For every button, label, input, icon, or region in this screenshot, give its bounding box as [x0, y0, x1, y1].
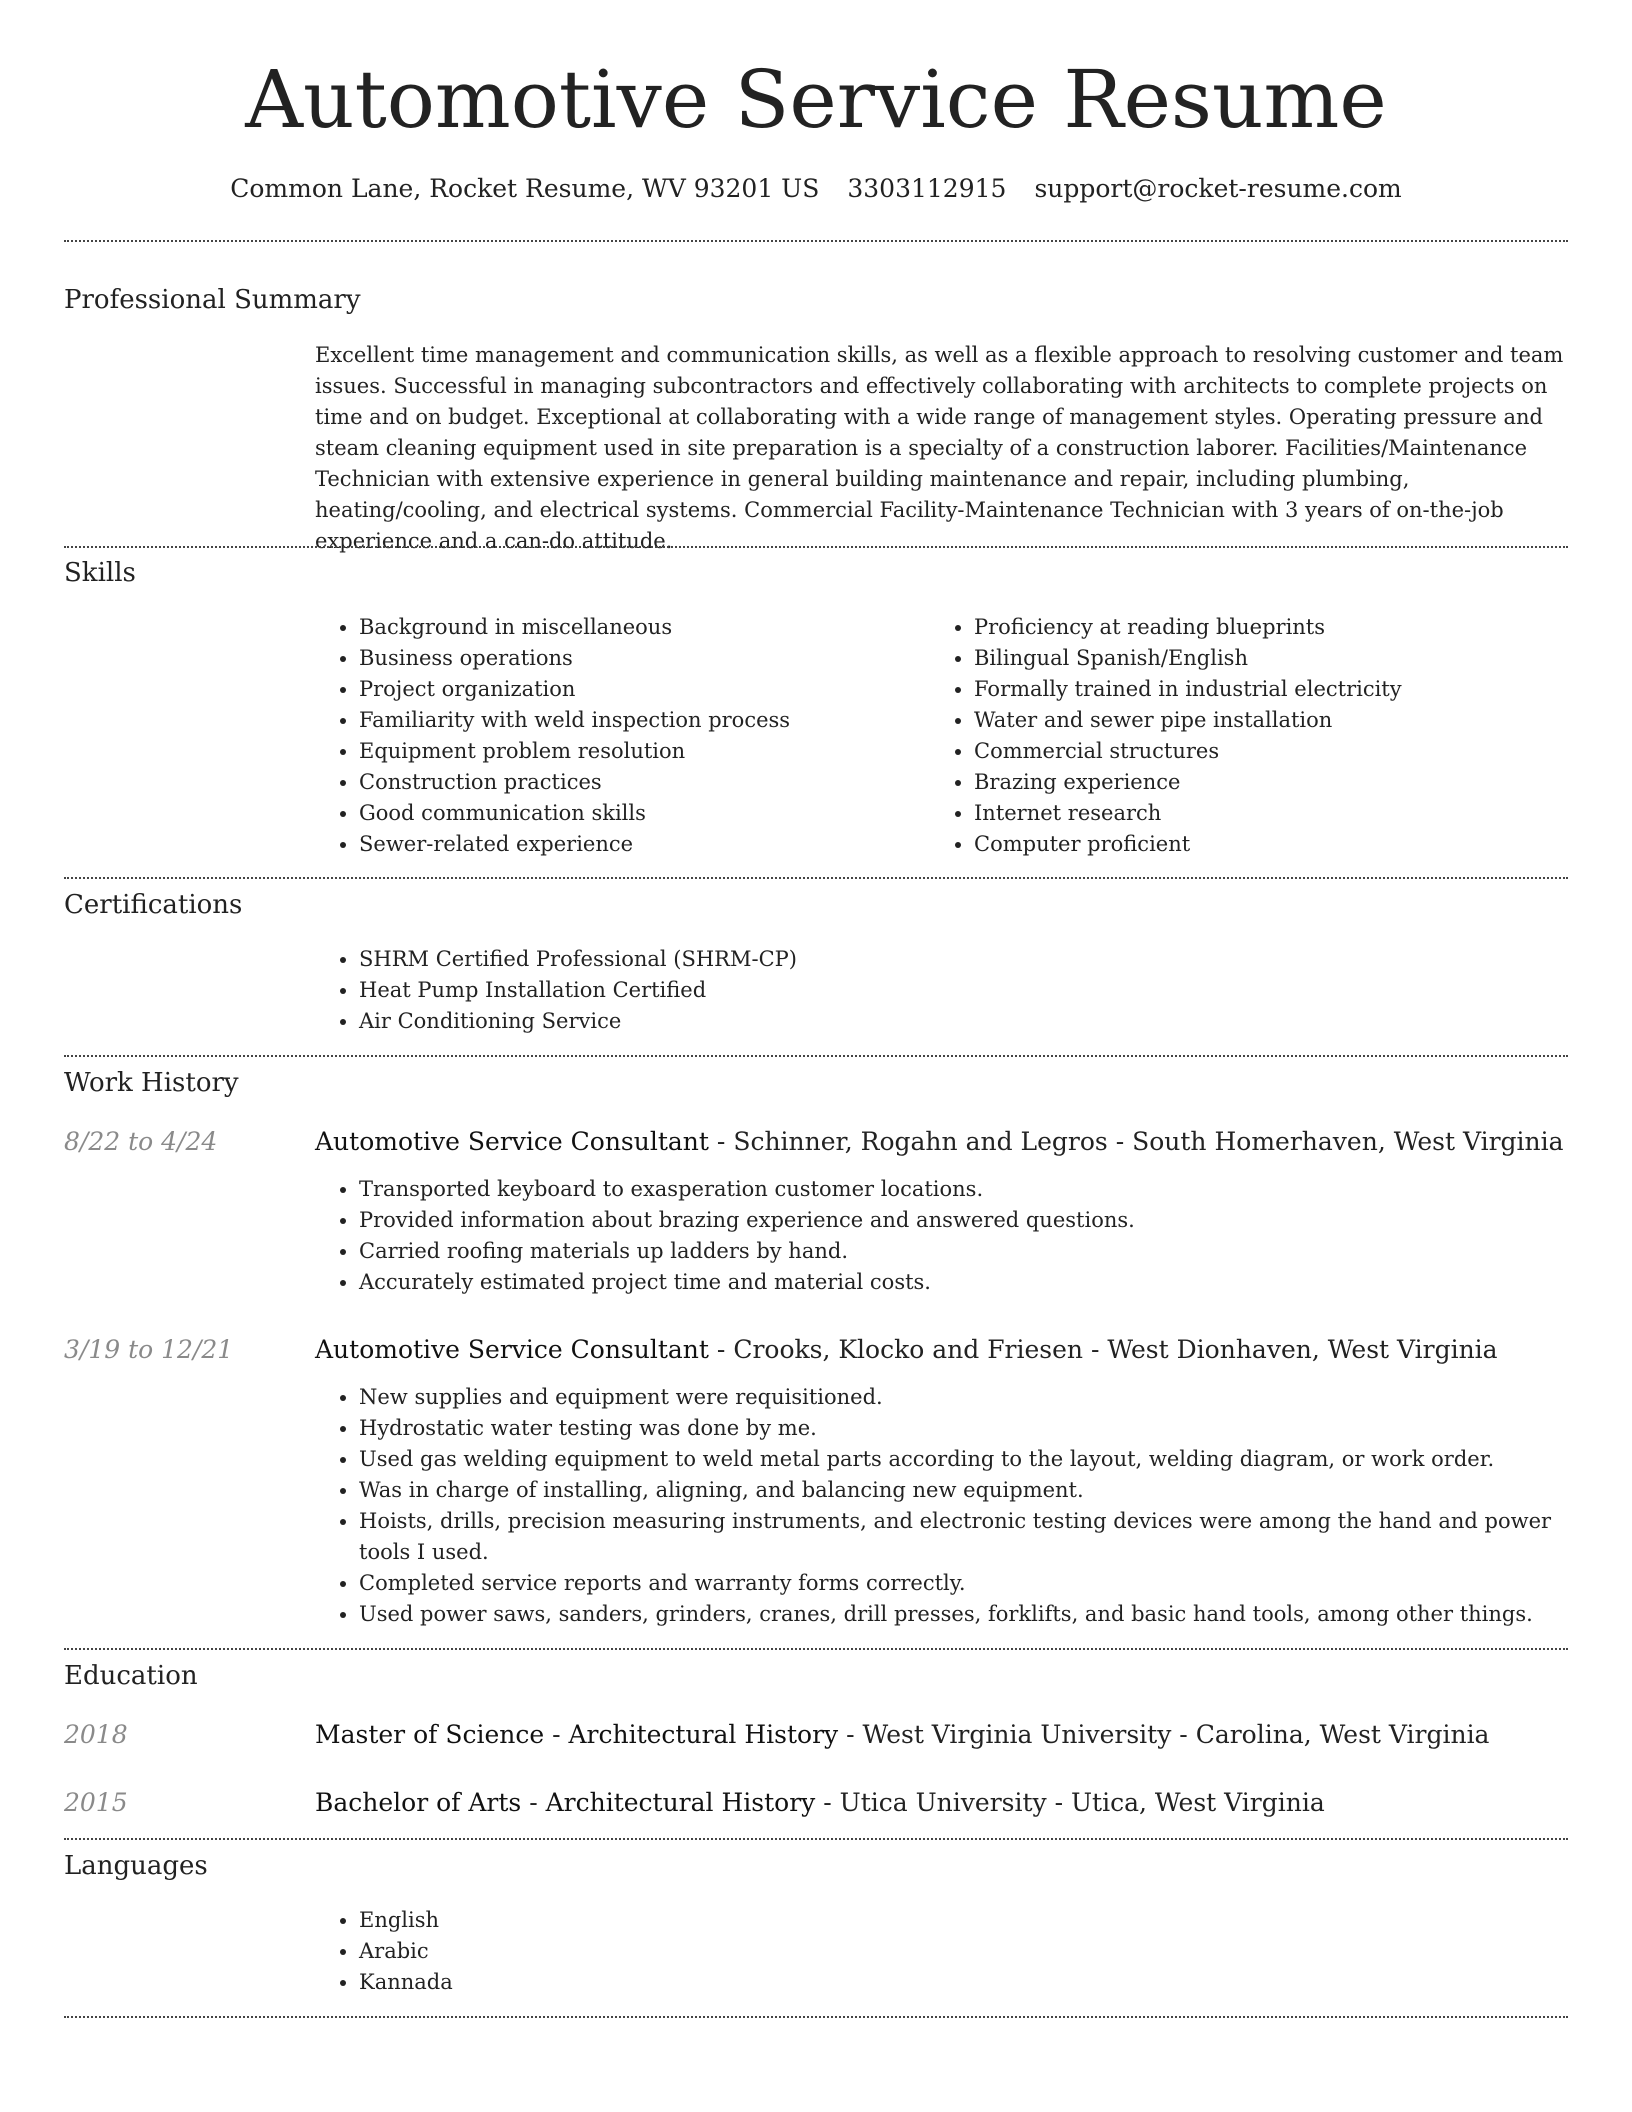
job-title: Automotive Service Consultant	[315, 1335, 709, 1364]
education-year: 2015	[64, 1788, 128, 1817]
certification-item: • Heat Pump Installation Certified	[359, 975, 1559, 1006]
language-item: • Arabic	[359, 1936, 959, 1967]
job-company: Schinner, Rogahn and Legros	[733, 1127, 1108, 1156]
skill-item: • Good communication skills	[359, 798, 919, 829]
contact-info	[0, 172, 1632, 206]
skills-list-right	[930, 612, 1574, 860]
language-item: • English	[359, 1905, 959, 1936]
skill-item: • Brazing experience	[974, 767, 1574, 798]
field-of-study: Architectural History	[568, 1720, 839, 1749]
address: Common Lane, Rocket Resume, WV 93201 US	[230, 174, 820, 203]
separator: -	[815, 1788, 840, 1817]
skill-item: • Proficiency at reading blueprints	[974, 612, 1574, 643]
skill-item: • Construction practices	[359, 767, 919, 798]
job-bullet: • Transported keyboard to exasperation customer locations.	[359, 1174, 1567, 1205]
section-heading-work-history: Work History	[64, 1068, 239, 1098]
school-location: Utica, West Virginia	[1070, 1788, 1325, 1817]
job-dates: 8/22 to 4/24	[64, 1127, 218, 1156]
divider	[64, 1838, 1568, 1840]
languages-list	[315, 1905, 959, 1998]
separator: -	[838, 1720, 863, 1749]
divider	[64, 240, 1568, 242]
job-bullet: • New supplies and equipment were requisitioned.	[359, 1382, 1567, 1413]
skill-item: • Familiarity with weld inspection process	[359, 705, 919, 736]
job-dates: 3/19 to 12/21	[64, 1335, 234, 1364]
job-bullet: • Provided information about brazing experience and answered questions.	[359, 1205, 1567, 1236]
divider	[64, 2016, 1568, 2018]
skill-item: • Project organization	[359, 674, 919, 705]
certification-item: • Air Conditioning Service	[359, 1006, 1559, 1037]
summary-text: Excellent time management and communication skills, as well as a flexible approach to resolving customer and team issues. Successful in managing subcontractors and effectively collaborating with architects to complete projects on time and on budget. Exceptional at collaborating with a wide range of management styles. Operating pressure and steam cleaning equipment used in site preparation is a specialty of a construction laborer. Facilities/Maintenance Technician with extensive experience in general building maintenance and repair, including plumbing, heating/cooling, and electrical systems. Commercial Facility-Maintenance Technician with 3 years of on-the-job experience and a can-do attitude.	[315, 343, 1564, 553]
skill-item: • Internet research	[974, 798, 1574, 829]
skill-item: • Sewer-related experience	[359, 829, 919, 860]
section-heading-certifications: Certifications	[64, 890, 243, 920]
job-location: South Homerhaven, West Virginia	[1132, 1127, 1564, 1156]
divider	[64, 1648, 1568, 1650]
school-location: Carolina, West Virginia	[1195, 1720, 1490, 1749]
separator: -	[708, 1127, 734, 1156]
school: Utica University	[839, 1788, 1047, 1817]
skill-item: • Business operations	[359, 643, 919, 674]
divider	[64, 1055, 1568, 1057]
separator: -	[521, 1788, 546, 1817]
separator: -	[1107, 1127, 1133, 1156]
job-bullet: • Hoists, drills, precision measuring instruments, and electronic testing devices were among the hand and power tools I used.	[359, 1506, 1567, 1568]
job-bullet: • Was in charge of installing, aligning, and balancing new equipment.	[359, 1475, 1567, 1506]
divider	[64, 546, 1568, 548]
skill-item: • Equipment problem resolution	[359, 736, 919, 767]
job-bullets	[315, 1382, 1567, 1630]
separator: -	[1171, 1720, 1196, 1749]
job-bullet: • Hydrostatic water testing was done by me.	[359, 1413, 1567, 1444]
section-heading-education: Education	[64, 1661, 198, 1691]
skills-list-left	[315, 612, 919, 860]
certification-item: • SHRM Certified Professional (SHRM-CP)	[359, 944, 1559, 975]
divider	[64, 877, 1568, 879]
education-heading	[315, 1786, 1567, 1820]
skill-item: • Water and sewer pipe installation	[974, 705, 1574, 736]
education-heading	[315, 1718, 1567, 1752]
skill-item: • Commercial structures	[974, 736, 1574, 767]
job-bullet: • Carried roofing materials up ladders by hand.	[359, 1236, 1567, 1267]
degree: Bachelor of Arts	[315, 1788, 522, 1817]
job-title: Automotive Service Consultant	[315, 1127, 709, 1156]
job-heading	[315, 1333, 1567, 1367]
email: support@rocket-resume.com	[1034, 174, 1402, 203]
job-bullet: • Used power saws, sanders, grinders, cranes, drill presses, forklifts, and basic hand tools, among other things.	[359, 1599, 1567, 1630]
job-bullets	[315, 1174, 1567, 1298]
job-company: Crooks, Klocko and Friesen	[733, 1335, 1084, 1364]
skill-item: • Computer proficient	[974, 829, 1574, 860]
job-location: West Dionhaven, West Virginia	[1107, 1335, 1498, 1364]
job-bullet: • Completed service reports and warranty forms correctly.	[359, 1568, 1567, 1599]
section-heading-skills: Skills	[64, 558, 136, 588]
language-item: • Kannada	[359, 1967, 959, 1998]
separator: -	[708, 1335, 734, 1364]
job-bullet: • Accurately estimated project time and material costs.	[359, 1267, 1567, 1298]
certifications-list	[315, 944, 1559, 1037]
section-heading-summary: Professional Summary	[64, 285, 361, 315]
phone: 3303112915	[847, 174, 1007, 203]
separator: -	[544, 1720, 569, 1749]
separator: -	[1046, 1788, 1071, 1817]
degree: Master of Science	[315, 1720, 545, 1749]
skill-item: • Bilingual Spanish/English	[974, 643, 1574, 674]
resume-title: Automotive Service Resume	[245, 53, 1387, 146]
school: West Virginia University	[862, 1720, 1172, 1749]
skill-item: • Formally trained in industrial electricity	[974, 674, 1574, 705]
job-bullet: • Used gas welding equipment to weld metal parts according to the layout, welding diagram, or work order.	[359, 1444, 1567, 1475]
education-year: 2018	[64, 1720, 128, 1749]
job-heading	[315, 1125, 1567, 1159]
separator: -	[1083, 1335, 1108, 1364]
section-heading-languages: Languages	[64, 1851, 208, 1881]
field-of-study: Architectural History	[545, 1788, 816, 1817]
skill-item: • Background in miscellaneous	[359, 612, 919, 643]
